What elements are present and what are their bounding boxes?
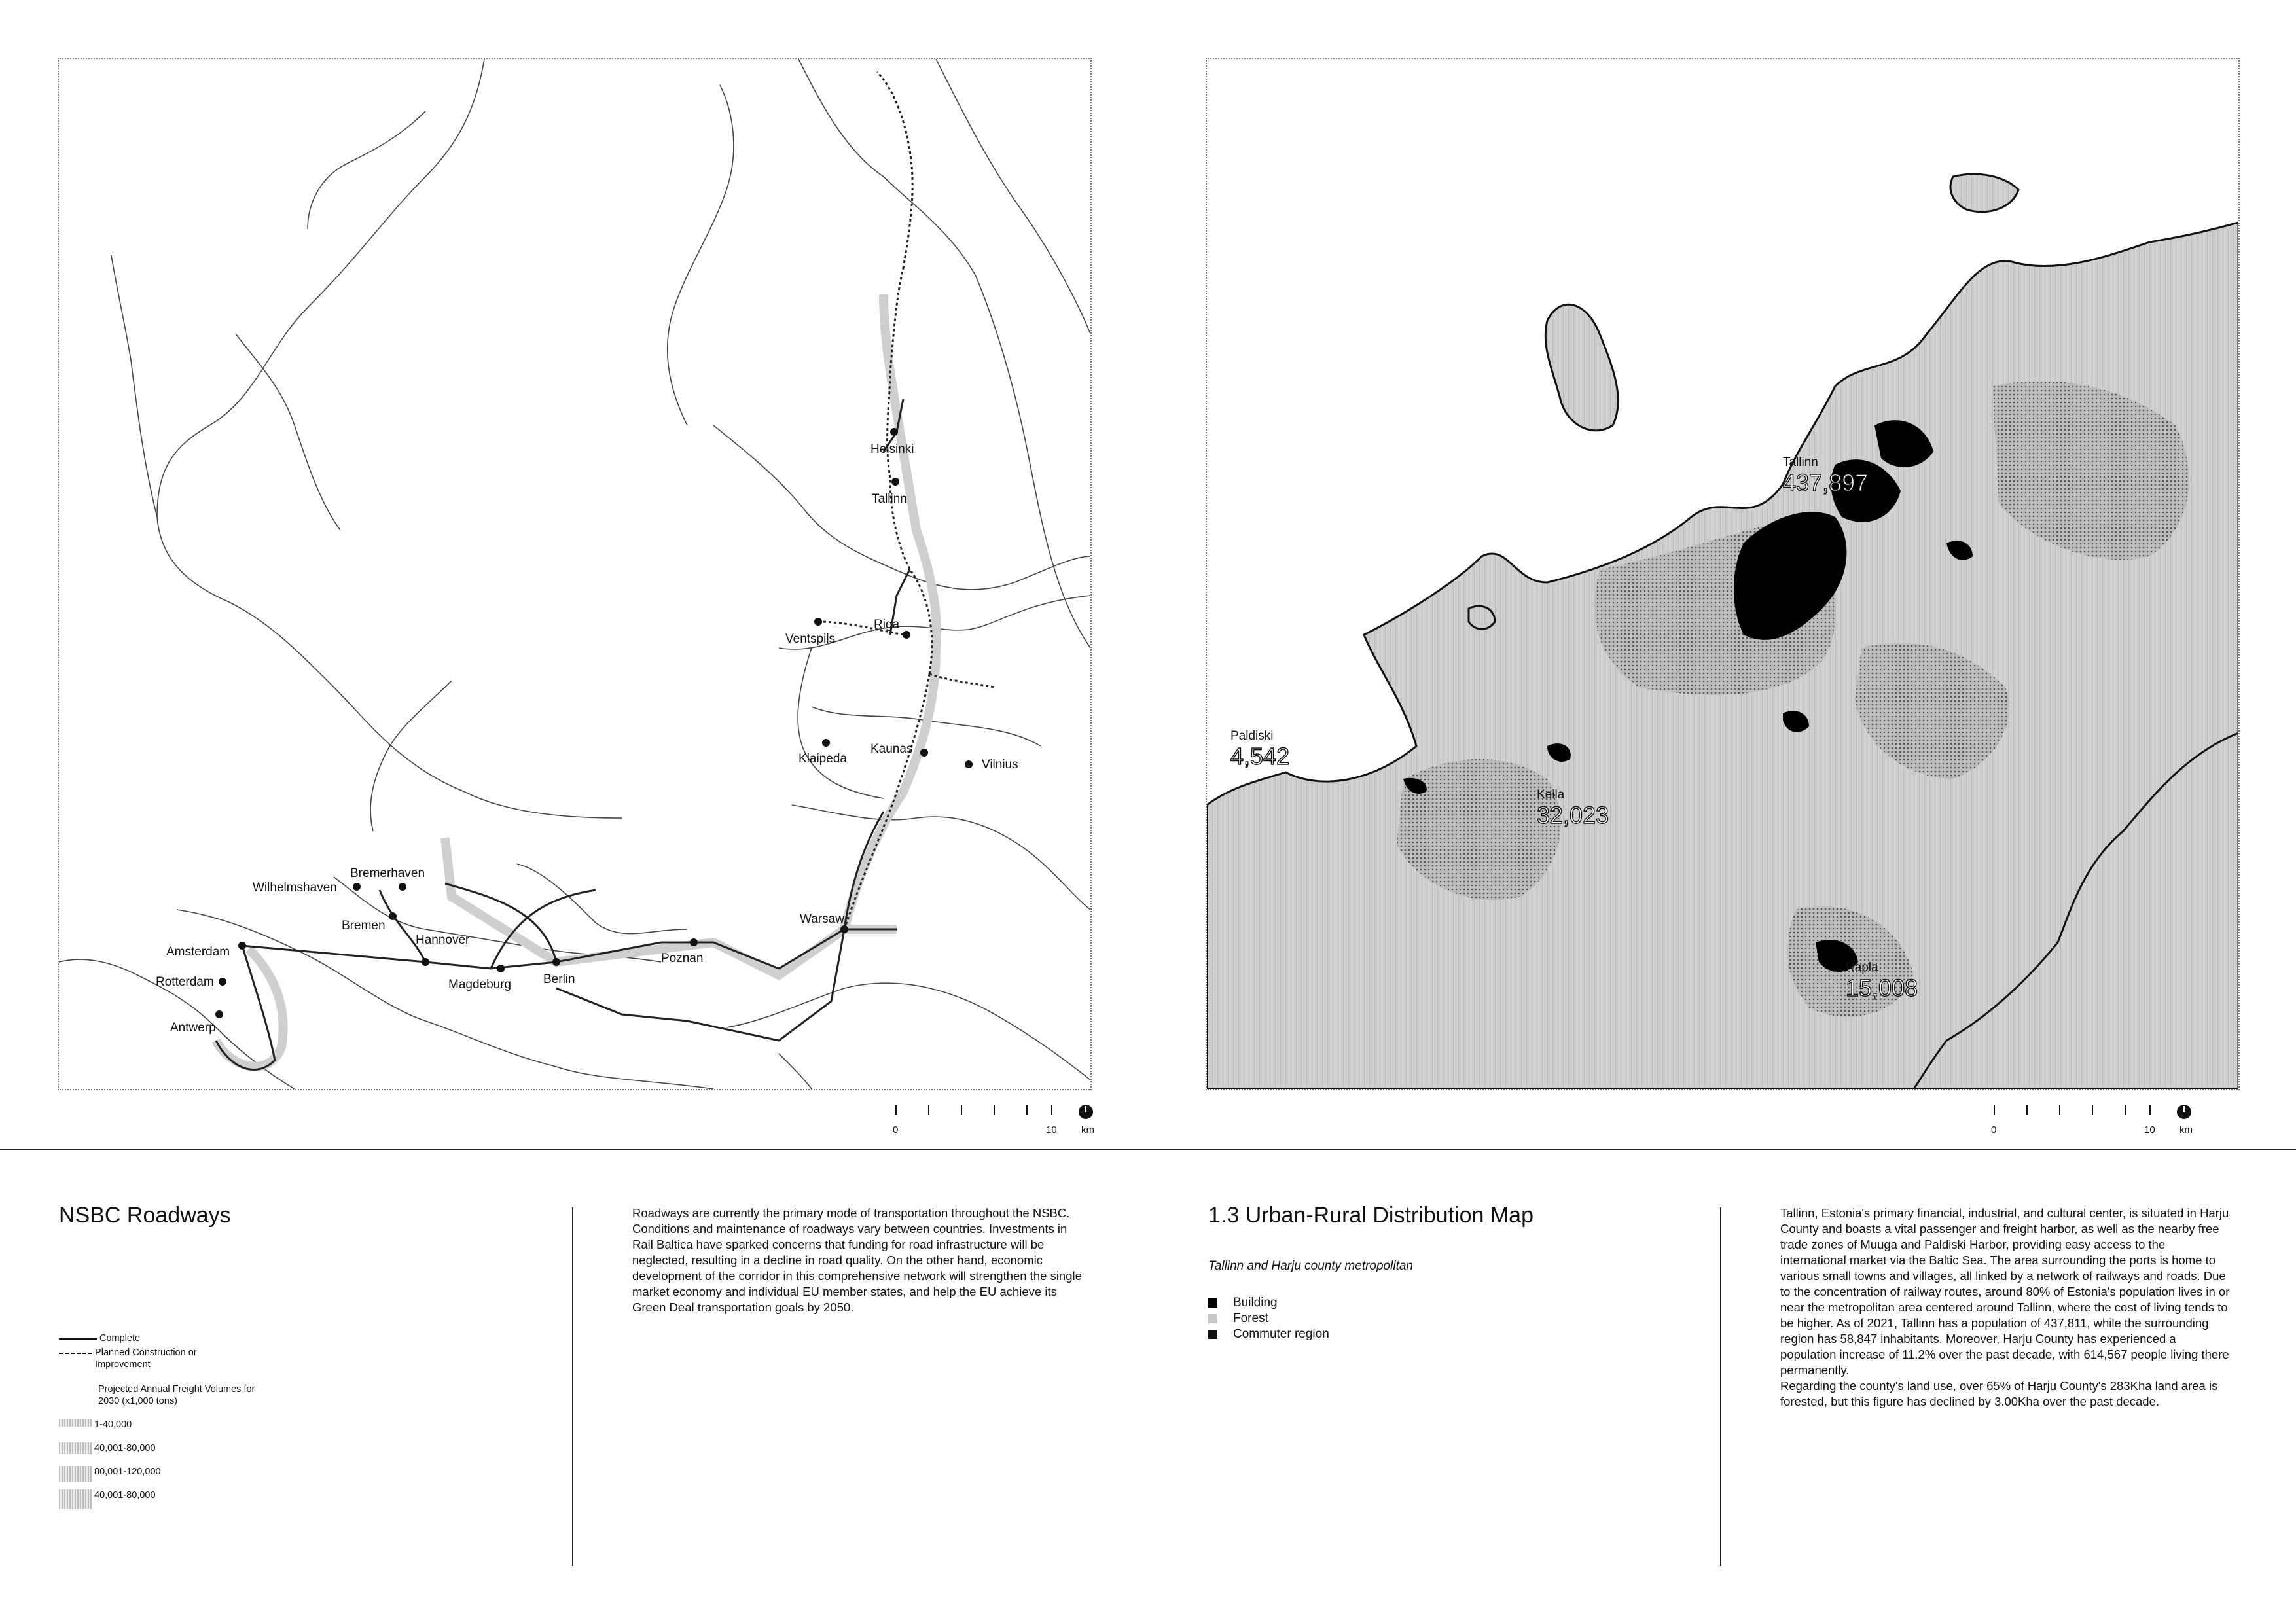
population-keila: 32,023	[1537, 802, 1609, 829]
vertical-divider-left	[572, 1207, 573, 1566]
city-label-riga: Riga	[874, 618, 900, 632]
roadways-map-canvas	[59, 59, 1090, 1089]
scale-end-label: 10	[2144, 1124, 2155, 1135]
scale-start-label: 0	[893, 1124, 899, 1135]
north-arrow-icon	[2177, 1105, 2191, 1119]
solid-line-icon	[59, 1338, 97, 1340]
population-tallinn: 437,897	[1783, 469, 1869, 496]
scale-unit-label: km	[1081, 1124, 1094, 1135]
city-label-rotterdam: Rotterdam	[156, 975, 214, 989]
place-name-paldiski: Paldiski	[1230, 729, 1274, 743]
legend-band-4: 40,001-80,000	[59, 1489, 156, 1509]
legend-building: Building	[1208, 1296, 1278, 1310]
urban-rural-map[interactable]	[1206, 58, 2240, 1090]
island-small	[1469, 606, 1495, 629]
roadways-description: Roadways are currently the primary mode of transportation throughout the NSBC. Conditions and maintenance of roadways vary between countries. Investments in Rail Baltica have sparked concerns that funding for road infrastructure will be neglected, resulting in a decline in road quality. On the other hand, economic development of the corridor in this comprehensive network will strengthen the single market economy and individual EU member states, and help the EU achieve its Green Deal transportation goals by 2050.	[632, 1206, 1082, 1314]
north-arrow-icon	[1079, 1105, 1093, 1119]
legend-planned: Planned Construction or Improvement	[59, 1347, 236, 1370]
city-label-antwerp: Antwerp	[170, 1021, 216, 1035]
city-label-wilhelmshaven: Wilhelmshaven	[253, 881, 337, 895]
horizontal-divider	[0, 1149, 2296, 1150]
city-label-magdeburg: Magdeburg	[448, 978, 512, 991]
freight-bands	[216, 294, 937, 1067]
legend-complete: Complete	[59, 1332, 140, 1344]
roadways-title: NSBC Roadways	[59, 1203, 231, 1228]
nsbc-roadways-map[interactable]	[58, 58, 1092, 1090]
urban-rural-map-canvas	[1207, 59, 2238, 1089]
band-swatch-icon	[59, 1466, 92, 1482]
dashed-line-icon	[59, 1353, 92, 1354]
city-label-warsaw: Warsaw	[800, 912, 844, 926]
scale-unit-label: km	[2179, 1124, 2193, 1135]
urban-rural-description: Tallinn, Estonia's primary financial, industrial, and cultural center, is situated in Harju County and boasts a vital passenger and freight harbor, as well as the nearby free trade zones of Muuga and Paldiski Harbor, providing easy access to the international market via the Baltic Sea. The area surrounding the ports is home to various small towns and villages, all linked by a network of railways and roads. Due to the concentration of railway routes, around 80% of Estonia's population lives in or near the metropolitan area centered around Tallinn, where the cost of living tends to be higher. As of 2021, Tallinn has a population of 437,811, while the surrounding region has 58,847 inhabitants. Moreover, Harju County has experienced a population increase of 11.2% over the past decade, with 614,567 people living there permanently. Regarding the county's land use, over 65% of Harju County's 283Kha land area is forested, but this figure has declined by 3.00Kha over the past decade.	[1780, 1206, 2230, 1408]
city-label-hannover: Hannover	[416, 933, 470, 947]
city-label-poznan: Poznan	[661, 952, 704, 965]
scale-end-label: 10	[1046, 1124, 1057, 1135]
left-scale-bar	[891, 1105, 1094, 1144]
commuter-swatch-icon	[1208, 1330, 1217, 1339]
coastlines	[59, 59, 1090, 1089]
band-swatch-icon	[59, 1489, 92, 1509]
city-label-helsinki: Helsinki	[870, 442, 914, 456]
legend-commuter-region: Commuter region	[1208, 1327, 1329, 1342]
complete-roads	[216, 399, 913, 1069]
legend-band-3: 80,001-120,000	[59, 1466, 161, 1482]
forest-swatch-icon	[1208, 1314, 1217, 1323]
population-rapla: 15,008	[1846, 974, 1918, 1001]
city-label-tallinn: Tallinn	[872, 492, 907, 506]
island-large	[1545, 304, 1618, 431]
urban-rural-subtitle: Tallinn and Harju county metropolitan	[1208, 1259, 1413, 1273]
city-label-klaipeda: Klaipeda	[798, 752, 847, 766]
scale-start-label: 0	[1991, 1124, 1997, 1135]
city-label-bremerhaven: Bremerhaven	[350, 866, 425, 880]
city-labels	[156, 442, 1018, 1035]
band-swatch-icon	[59, 1419, 92, 1427]
legend-band-2: 40,001-80,000	[59, 1442, 156, 1454]
right-scale-bar	[1990, 1105, 2193, 1144]
urban-rural-title: 1.3 Urban-Rural Distribution Map	[1208, 1203, 1534, 1228]
legend-freight-heading: Projected Annual Freight Volumes for 2030 (x1,000 tons)	[98, 1384, 255, 1406]
building-swatch-icon	[1208, 1298, 1217, 1308]
place-name-tallinn: Tallinn	[1783, 455, 1818, 469]
legend-forest: Forest	[1208, 1311, 1268, 1326]
city-label-vilnius: Vilnius	[982, 758, 1018, 772]
city-label-berlin: Berlin	[543, 972, 575, 986]
city-label-kaunas: Kaunas	[870, 742, 913, 756]
place-name-rapla: Rapla	[1846, 961, 1878, 974]
place-name-keila: Keila	[1537, 788, 1565, 802]
city-label-bremen: Bremen	[342, 919, 386, 933]
city-label-amsterdam: Amsterdam	[166, 945, 230, 959]
population-paldiski: 4,542	[1230, 743, 1290, 770]
vertical-divider-right	[1720, 1207, 1721, 1566]
legend-band-1: 1-40,000	[59, 1419, 132, 1431]
city-label-ventspils: Ventspils	[785, 632, 836, 646]
band-swatch-icon	[59, 1442, 92, 1454]
island-top	[1950, 174, 2018, 212]
